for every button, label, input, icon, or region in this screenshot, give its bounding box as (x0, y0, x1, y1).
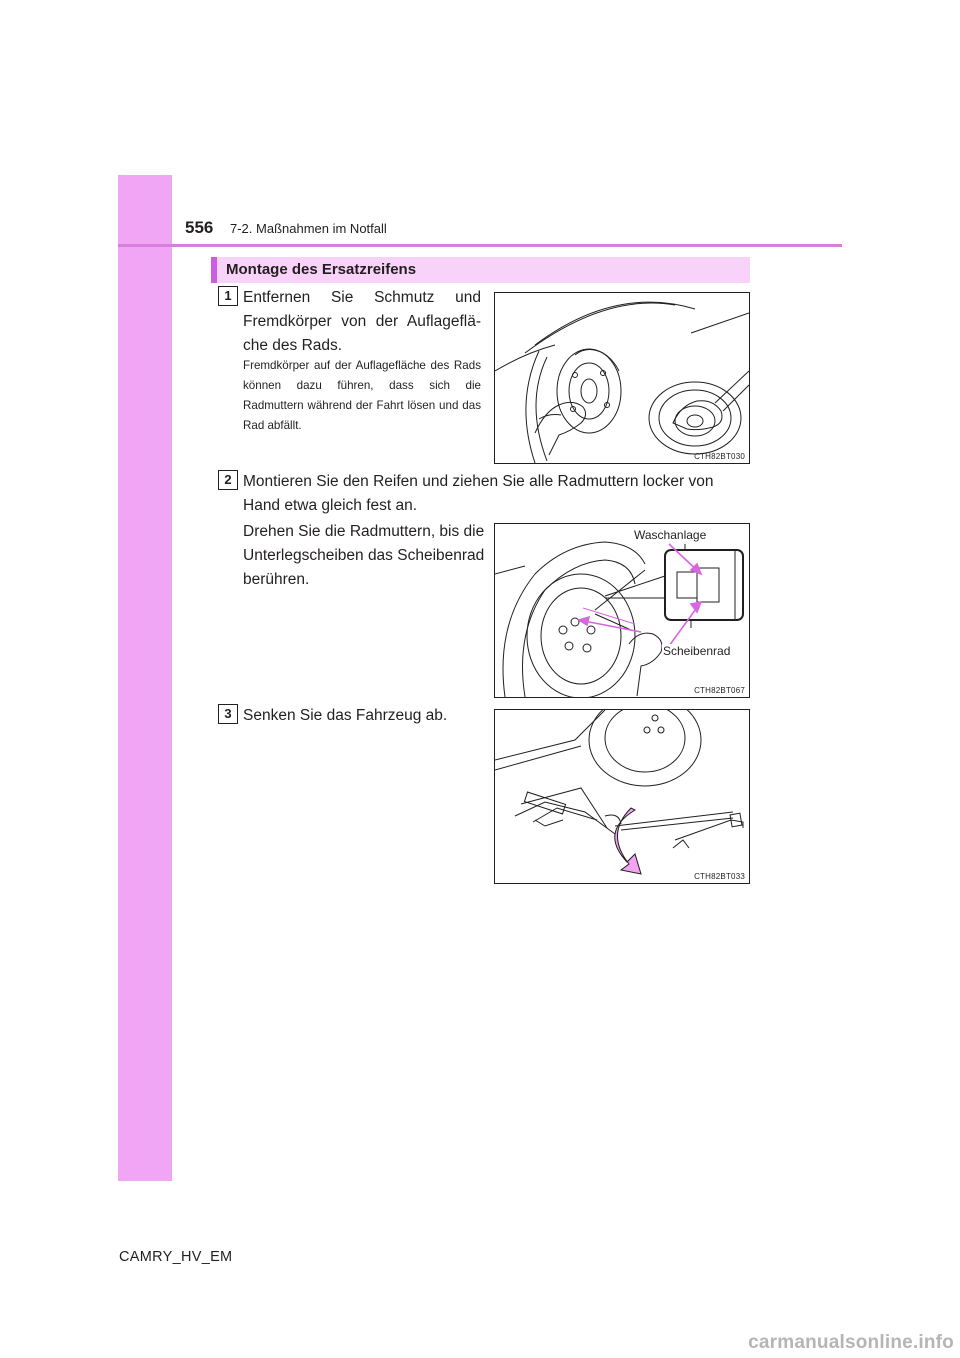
step-2-subtext: Drehen Sie die Radmuttern, bis die Unterlegscheiben das Scheibenrad berühren. (243, 523, 485, 588)
chapter-title: 7-2. Maßnahmen im Notfall (230, 221, 387, 236)
header-rule (118, 244, 842, 247)
step-1-note: Fremdkörper auf der Auflagefläche des Rads können dazu führen, dass sich die Radmuttern während der Fahrt lösen und das Rad abfällt. (243, 359, 481, 432)
figure-code: CTH82BT067 (694, 686, 745, 695)
figure-clean-hub (494, 292, 750, 464)
step-number-3: 3 (218, 704, 238, 724)
footer-model-code: CAMRY_HV_EM (119, 1249, 233, 1265)
step-number-2: 2 (218, 470, 238, 490)
label-wheel: Scheibenrad (663, 644, 731, 658)
clean-hub-illustration (495, 293, 749, 463)
step-number-1: 1 (218, 286, 238, 306)
figure-mount-nuts (494, 523, 750, 698)
lower-vehicle-illustration (495, 710, 749, 883)
watermark: carmanualsonline.info (748, 1332, 954, 1353)
page-number: 556 (185, 218, 214, 237)
label-washer: Waschanlage (634, 528, 707, 542)
step-1-text: Entfernen Sie Schmutz und Fremdkörper von der Auflagefläche des Rads. (243, 289, 481, 354)
step-3-text: Senken Sie das Fahrzeug ab. (243, 707, 448, 724)
section-title: Montage des Ersatzreifens (211, 257, 750, 283)
mount-nuts-illustration (495, 524, 749, 697)
chapter-side-tab (118, 175, 172, 1181)
figure-lower-vehicle (494, 709, 750, 884)
figure-code: CTH82BT030 (694, 452, 745, 461)
figure-code: CTH82BT033 (694, 872, 745, 881)
step-2-text: Montieren Sie den Reifen und ziehen Sie alle Radmuttern locker von Hand etwa gleich fest an. (243, 473, 714, 514)
